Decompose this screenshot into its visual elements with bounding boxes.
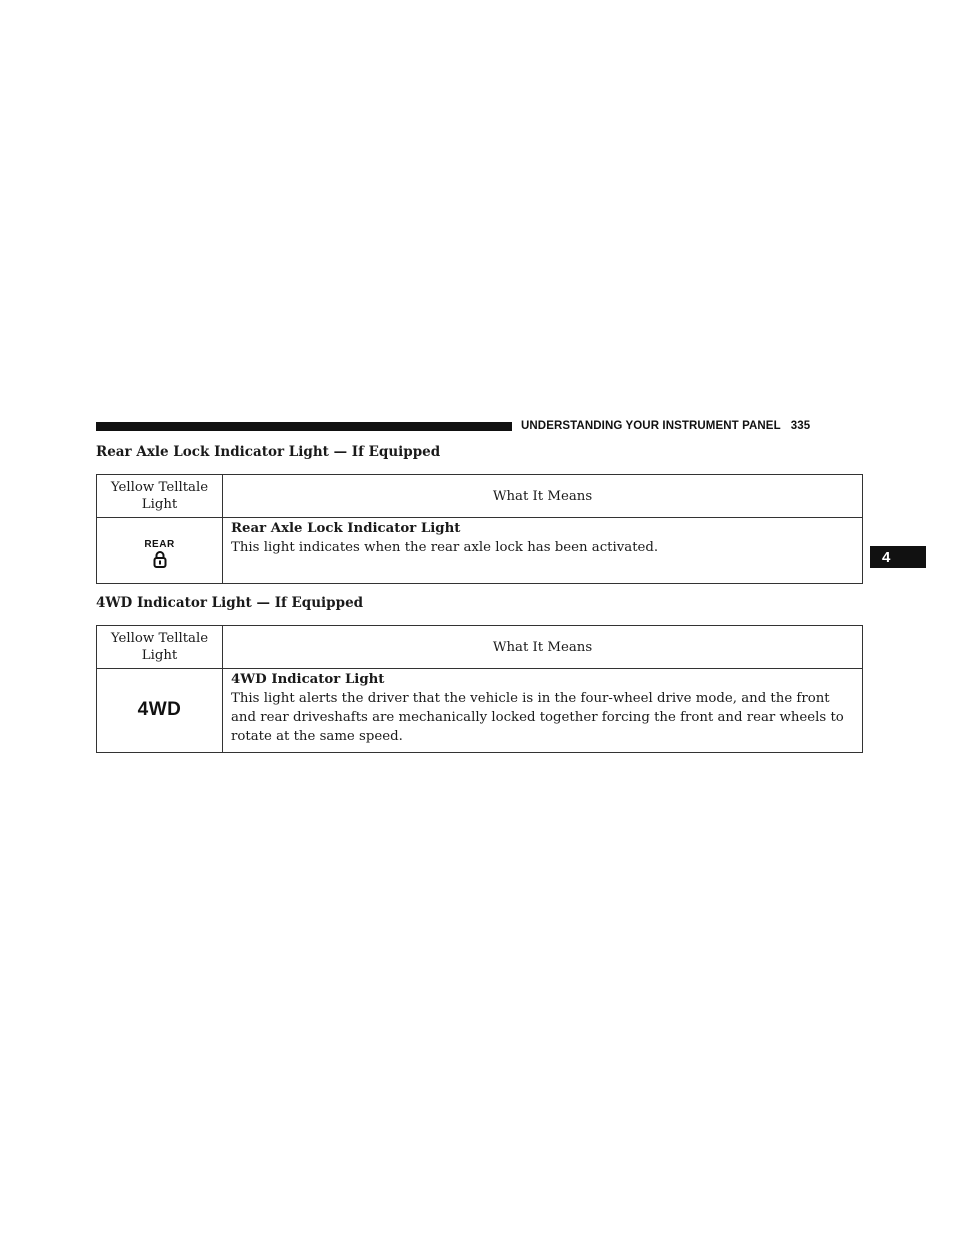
section-title-4wd: 4WD Indicator Light — If Equipped	[96, 595, 364, 611]
4wd-indicator-icon: 4WD	[137, 699, 182, 720]
table-header-row	[97, 475, 863, 518]
running-header	[521, 420, 810, 432]
telltale-description: This light alerts the driver that the vehicle is in the four-wheel drive mode, and the front and rear driveshafts are mechanically locked together forcing the front and rear wheels to rotate at the same speed.	[231, 691, 844, 744]
telltale-title: 4WD Indicator Light	[231, 672, 385, 687]
padlock-icon	[153, 550, 167, 568]
table-row	[97, 669, 863, 753]
column-header-light: Yellow Telltale Light	[97, 626, 223, 669]
telltale-description-cell	[223, 518, 863, 584]
running-header-bar	[96, 422, 512, 431]
rear-axle-lock-icon	[144, 539, 174, 568]
chapter-tab	[870, 546, 926, 568]
telltale-table-4wd	[96, 625, 863, 753]
section-title-rear-axle-lock: Rear Axle Lock Indicator Light — If Equipped	[96, 444, 441, 460]
table-header-row	[97, 626, 863, 669]
column-header-light: Yellow Telltale Light	[97, 475, 223, 518]
column-header-meaning: What It Means	[223, 475, 863, 518]
telltale-description: This light indicates when the rear axle lock has been activated.	[231, 540, 659, 555]
telltale-table-rear-axle-lock	[96, 474, 863, 584]
column-header-meaning: What It Means	[223, 626, 863, 669]
telltale-icon-cell	[97, 518, 223, 584]
telltale-icon-cell	[97, 669, 223, 753]
table-row	[97, 518, 863, 584]
telltale-title: Rear Axle Lock Indicator Light	[231, 521, 461, 536]
rear-icon-label: REAR	[144, 538, 175, 550]
chapter-number: 4	[882, 548, 891, 566]
page-number: 335	[790, 420, 811, 432]
telltale-description-cell	[223, 669, 863, 753]
running-header-title: UNDERSTANDING YOUR INSTRUMENT PANEL	[521, 420, 781, 432]
